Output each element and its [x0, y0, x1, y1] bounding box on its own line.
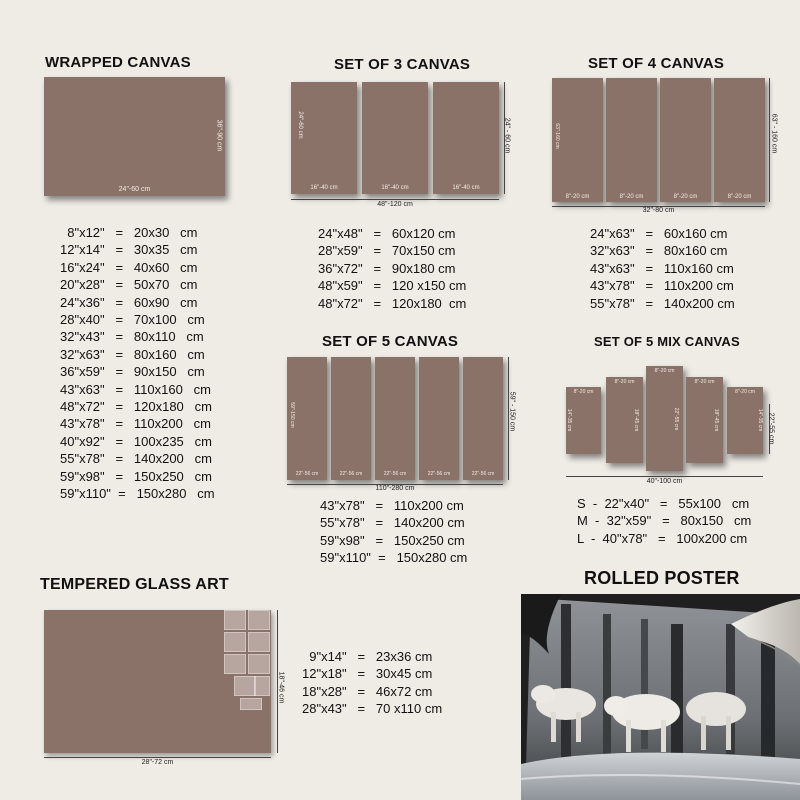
set5mix-panel-2-side: 18"-45 cm	[633, 408, 639, 432]
set5mix-size-row: M - 32"x59" = 80x150 cm	[577, 513, 752, 529]
set5-panel-1	[287, 357, 327, 480]
set5-size-row: 59"x98" = 150x250 cm	[320, 532, 465, 548]
set4-total-width: 32"-80 cm	[642, 207, 675, 214]
set3-size-row: 48"x59" = 120 x150 cm	[318, 278, 467, 294]
rolled-poster-image	[521, 594, 800, 800]
set4-title: SET OF 4 CANVAS	[588, 55, 725, 72]
set5mix-panel-2	[606, 377, 643, 463]
set3-size-row: 48"x72" = 120x180 cm	[318, 295, 467, 311]
glass-size-list	[302, 648, 442, 718]
set3-size-row: 28"x59" = 70x150 cm	[318, 243, 456, 259]
set5-size-row: 59"x110" = 150x280 cm	[320, 550, 468, 566]
set3-width-line	[291, 199, 499, 200]
glass-size-row: 18"x28" = 46x72 cm	[302, 683, 433, 699]
set3-total-height: 24" - 60 cm	[503, 117, 511, 154]
set3-panel-1-height: 24"-60 cm	[297, 111, 303, 139]
set4-size-list	[590, 225, 735, 312]
set4-total-height: 63" - 160 cm	[770, 113, 778, 154]
wrapped-size-list	[60, 224, 215, 503]
set3-size-row: 36"x72" = 90x180 cm	[318, 260, 456, 276]
poster-title: ROLLED POSTER	[584, 568, 740, 588]
glass-width-line	[44, 757, 271, 758]
set5-panel-3	[375, 357, 415, 480]
set3-size-list	[318, 225, 466, 312]
set3-panel-1	[291, 82, 357, 194]
glass-size-row: 28"x43" = 70 x110 cm	[302, 701, 443, 717]
set4-size-row: 32"x63" = 80x160 cm	[590, 243, 728, 259]
set3-title: SET OF 3 CANVAS	[334, 56, 471, 73]
set5-panel-1-height: 59"-150 cm	[289, 402, 295, 428]
wrapped-size-row: 43"x78" = 110x200 cm	[60, 416, 211, 432]
wrapped-canvas-title: WRAPPED CANVAS	[45, 54, 191, 71]
set3-panel-2	[362, 82, 428, 194]
set5mix-panel-2-top: 8"-20 cm	[614, 379, 635, 385]
wrapped-size-row: 32"x43" = 80x110 cm	[60, 329, 204, 345]
glass-width-label: 28"-72 cm	[141, 759, 174, 766]
set4-size-row: 55"x78" = 140x200 cm	[590, 295, 735, 311]
set3-size-row: 24"x48" = 60x120 cm	[318, 226, 456, 241]
set4-panel-1-width: 8"-20 cm	[565, 194, 590, 200]
set4-size-row: 24"x63" = 60x160 cm	[590, 226, 728, 241]
set5mix-panel-3-top: 8"-20 cm	[654, 368, 675, 374]
set5mix-panel-3	[646, 366, 683, 471]
set5mix-size-row: L - 40"x78" = 100x200 cm	[577, 530, 748, 546]
glass-panel	[44, 610, 271, 753]
set3-total-width: 48"-120 cm	[377, 201, 413, 208]
set5-panel-4-width: 22"-56 cm	[427, 471, 451, 477]
set5-title: SET OF 5 CANVAS	[322, 333, 459, 350]
set5mix-total-height: 22"-55 cm	[767, 412, 775, 445]
set5-panel-2	[331, 357, 371, 480]
set5-panel-2-width: 22"-56 cm	[339, 471, 363, 477]
set5-panel-4	[419, 357, 459, 480]
set5-total-height: 59" - 150 cm	[508, 391, 516, 432]
set3-panel-3	[433, 82, 499, 194]
set4-panel-1-height: 63"-160 cm	[554, 123, 560, 149]
set5mix-width-line	[566, 476, 763, 477]
set4-panel-1	[552, 78, 603, 202]
set5-panel-5	[463, 357, 503, 480]
wrapped-size-row: 59"x110" = 150x280 cm	[60, 486, 215, 502]
set5-panel-5-width: 22"-56 cm	[471, 471, 495, 477]
set5-size-list	[320, 497, 467, 567]
set5mix-panel-1-top: 8"-20 cm	[573, 389, 594, 395]
set5mix-panel-4	[686, 377, 723, 463]
set5mix-panel-5	[727, 387, 763, 454]
glass-size-row: 9"x14" = 23x36 cm	[302, 649, 433, 664]
set3-panel-3-width: 16"-40 cm	[452, 185, 480, 191]
wolves-forest-photo	[521, 594, 800, 800]
wrapped-size-row: 48"x72" = 120x180 cm	[60, 399, 212, 415]
set3-panel-1-width: 16"-40 cm	[310, 185, 338, 191]
set5-size-row: 55"x78" = 140x200 cm	[320, 515, 465, 531]
set4-panel-3	[660, 78, 711, 202]
set5mix-size-list	[577, 495, 751, 547]
wrapped-size-row: 20"x28" = 50x70 cm	[60, 277, 198, 293]
set4-size-row: 43"x78" = 110x200 cm	[590, 278, 734, 294]
set5mix-total-width: 40"-100 cm	[646, 478, 683, 485]
wrapped-size-row: 40"x92" = 100x235 cm	[60, 433, 212, 449]
glass-title: TEMPERED GLASS ART	[40, 576, 229, 593]
wrapped-size-row: 16"x24" = 40x60 cm	[60, 259, 198, 275]
wrapped-height-label: 36"-90 cm	[215, 119, 223, 152]
set5mix-panel-5-top: 8"-20 cm	[735, 389, 755, 395]
wrapped-size-row: 55"x78" = 140x200 cm	[60, 451, 212, 467]
set4-panel-2	[606, 78, 657, 202]
set5mix-panel-1-side: 14"-35 cm	[566, 408, 572, 432]
set4-size-row: 43"x63" = 110x160 cm	[590, 260, 734, 276]
wrapped-size-row: 28"x40" = 70x100 cm	[60, 312, 205, 328]
set5-total-width: 110"-280 cm	[375, 485, 415, 492]
wrapped-size-row: 59"x98" = 150x250 cm	[60, 468, 212, 484]
wrapped-size-row: 12"x14" = 30x35 cm	[60, 242, 198, 258]
set5-panel-1-width: 22"-56 cm	[295, 471, 319, 477]
set5-size-row: 43"x78" = 110x200 cm	[320, 498, 464, 513]
set5mix-panel-4-top: 8"-20 cm	[694, 379, 715, 385]
wrapped-canvas-panel	[44, 77, 225, 196]
set5mix-panel-4-side: 18"-45 cm	[713, 408, 719, 432]
set5mix-title: SET OF 5 MIX CANVAS	[594, 334, 740, 349]
set5mix-panel-3-side: 22"-55 cm	[673, 407, 679, 431]
wrapped-width-label: 24"-60 cm	[118, 186, 151, 193]
glass-size-row: 12"x18" = 30x45 cm	[302, 666, 433, 682]
set4-panel-4	[714, 78, 765, 202]
set5mix-panel-5-side: 14"-35 cm	[757, 408, 763, 432]
set4-panel-2-width: 8"-20 cm	[619, 194, 644, 200]
wrapped-size-row: 8"x12" = 20x30 cm	[60, 225, 198, 240]
glass-height-label: 18"-46 cm	[277, 671, 285, 704]
set5-panel-3-width: 22"-56 cm	[383, 471, 407, 477]
wrapped-size-row: 36"x59" = 90x150 cm	[60, 364, 205, 380]
set4-panel-3-width: 8"-20 cm	[673, 194, 698, 200]
wrapped-size-row: 32"x63" = 80x160 cm	[60, 346, 205, 362]
set4-panel-4-width: 8"-20 cm	[727, 194, 752, 200]
set5mix-size-row: S - 22"x40" = 55x100 cm	[577, 496, 750, 511]
wrapped-size-row: 43"x63" = 110x160 cm	[60, 381, 211, 397]
wrapped-size-row: 24"x36" = 60x90 cm	[60, 294, 198, 310]
set5mix-panel-1	[566, 387, 601, 454]
set3-panel-2-width: 16"-40 cm	[381, 185, 409, 191]
